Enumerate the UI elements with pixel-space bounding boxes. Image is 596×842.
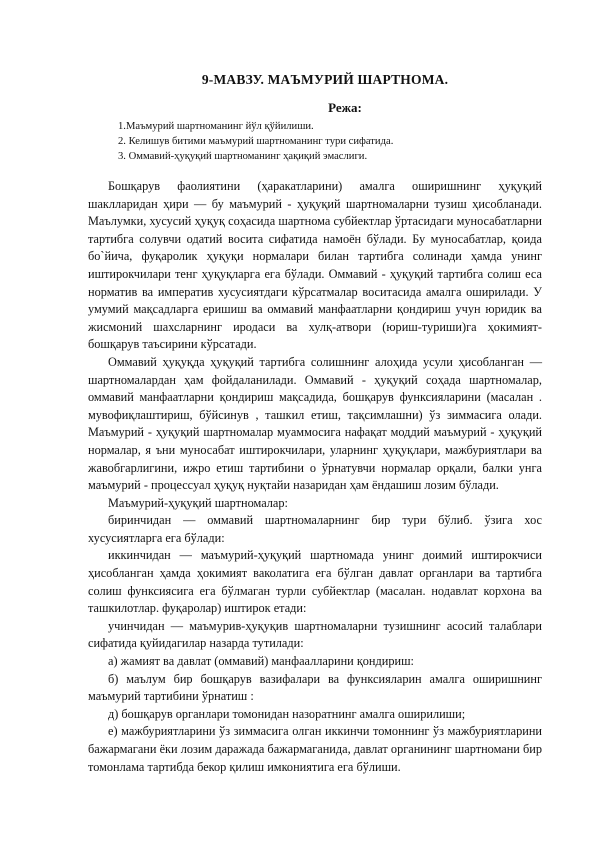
- plan-list: [118, 119, 542, 164]
- paragraph: Оммавий ҳуқуқда ҳуқуқий тартибга солишнинг алоҳида усули ҳисобланган — шартномалардан ҳам фойдаланилади. Оммавий - ҳуқуқий соҳада шартномалар, оммавий манфаатларни қондириш мақсадида, бошқарув функсияларини (масалан . мувофиқлаштириш, бўйсинув , ташкил етиш, тақсимлашни) ўз зиммасига олади. Маъмурий - ҳуқуқий шартномалар муаммосига нафақат моддий маъмурий - ҳуқуқий нормалар, я ъни муносабат иштирокчилари, уларнинг ҳуқуқлари, мажбуриятлари ва жавобгарлигини, ижро етиш тартибини о ўрнатувчи нормалар орқали, балки унга маъмурий - процессуал ҳуқуқ нуқтайи назаридан ҳам ёндашиш лозим бўлади.: [88, 354, 542, 493]
- paragraph: иккинчидан — маъмурий-ҳуқуқий шартномада унинг доимий иштирокчиси ҳисобланган ҳамда ҳокимият ваколатига ега бўлган давлат органлари ва тартибга солиш функсиясига ега бўлмаган турли субйектлар (масалан. нодавлат корхона ва ташкилотлар. фуқаролар) иштирок етади:: [88, 548, 542, 616]
- paragraph: учинчидан — маъмурив-ҳуқуқив шартномаларни тузишнинг асосий талаблари сифатида қуйидагилар назарда тутилади:: [88, 618, 542, 651]
- plan-heading: Режа:: [328, 100, 362, 115]
- paragraph: а) жамият ва давлат (оммавий) манфаалларини қондириш:: [108, 654, 414, 669]
- paragraph: б) маълум бир бошқарув вазифалари ва функсияларин амалга оширишнинг маъмурий тартибини ўрнатиш :: [88, 671, 542, 704]
- paragraph: д) бошқарув органлари томонидан назоратнинг амалга оширилиши;: [108, 706, 466, 721]
- paragraph: е) мажбуриятларини ўз зиммасига олган иккинчи томоннинг ўз мажбуриятларини бажармагани ёки лозим даражада бажармаганида, давлат органининг шартномани бир томонлама тартибда бекор қилиш имкониятига ега бўлиши.: [88, 724, 542, 774]
- plan-item: 2. Келишув битими маъмурий шартноманинг тури сифатида.: [118, 136, 394, 147]
- paragraph: Бошқарув фаолиятини (ҳаракатларини) амалга оширишнинг ҳуқуқий шаклларидан ҳири — бу маъмурий - ҳуқуқий шартномаларни тузиш ҳисобланади. Маълумки, хусусий ҳуқуқ соҳасида шартнома субйектлар ўртасидаги муносабатларни тартибга солувчи одатий восита сифатида намоён бўлади. Бу муносабатлар, қоида бо`йича, фуқаролик ҳуқуқи нормалари билан тартибга солинади ҳамда унинг иштирокчилари тенг ҳуқуқларга ега бўлади. Оммавий - ҳуқуқий тартибга солиш еса норматив ва императив хусусиятдаги кўрсатмалар воситасида амалга оширилади. У умумий мақсадларга еришиш ва оммавий манфаатларни қондириш учун юридик ва жисмоний шахсларнинг иродаси ва хулқ-атвори (юриш-туриши)га ҳокимият-бошқарув таъсирини кўрсатади.: [88, 179, 542, 352]
- body-text: [88, 178, 542, 776]
- paragraph: Маъмурий-ҳуқуқий шартномалар:: [108, 495, 288, 510]
- document-title: 9-МАВЗУ. МАЪМУРИЙ ШАРТНОМА.: [201, 72, 449, 87]
- plan-item: 1.Маъмурий шартноманинг йўл қўйилиши.: [118, 121, 314, 132]
- paragraph: биринчидан — оммавий шартномаларнинг бир тури бўлиб. ўзига хос хусусиятларга ега бўлади:: [88, 513, 542, 545]
- plan-item: 3. Оммавий-ҳуқуқий шартноманинг ҳақиқий эмаслиги.: [118, 151, 368, 162]
